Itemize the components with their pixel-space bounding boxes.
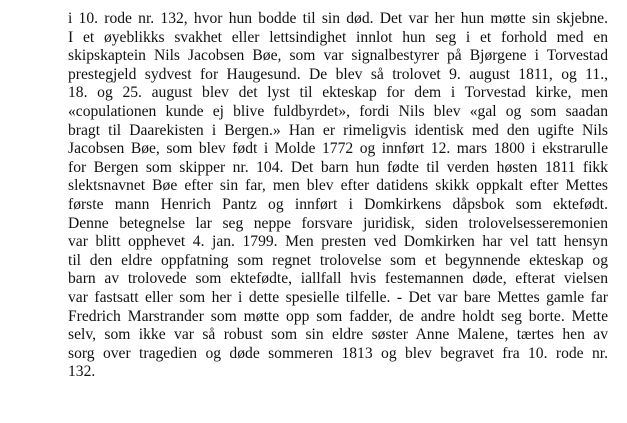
text-line-20: 132. xyxy=(68,363,96,381)
text-line-8: Jacobsen Bøe, som blev født i Molde 1772 og innført 12. mars 1800 i ekstrarulle xyxy=(68,140,608,158)
text-line-6: «copulationen kunde ej blive fuldbyrdet», fordi Nils blev «gal og som saadan xyxy=(68,102,608,120)
text-line-18: selv, som ikke var så robust som sin eldre søster Anne Malene, tærtes hen av xyxy=(68,326,608,344)
text-line-15: barn av trolovede som ektefødte, iallfall hvis festemannen døde, efterat vielsen xyxy=(68,270,608,288)
text-line-3: skipskaptein Nils Jacobsen Bøe, som var signalbestyrer på Bjørgene i Torvestad xyxy=(68,47,608,65)
text-line-2: I et øyeblikks svakhet eller lettsindighet innlot hun seg i et forhold med en xyxy=(68,28,608,46)
text-line-16: var fastsatt eller som her i dette spesielle tilfelle. - Det var bare Mettes gamle far xyxy=(68,288,608,306)
text-line-9: for Bergen som skipper nr. 104. Det barn hun fødte til verden høsten 1811 fikk xyxy=(68,158,608,176)
text-line-14: til den eldre oppfatning som regnet trolovelse som et begynnende ekteskap og xyxy=(68,251,608,269)
text-line-1: i 10. rode nr. 132, hvor hun bodde til sin død. Det var her hun møtte sin skjebne. xyxy=(68,10,608,27)
text-line-11: første mann Henrich Pantz og innført i Domkirkens dåpsbok som ektefødt. xyxy=(68,195,608,213)
text-line-7: bragt til Daarekisten i Bergen.» Han er rimeligvis identisk med den ugifte Nils xyxy=(68,121,608,139)
text-line-19: sorg over tragedien og døde sommeren 1813 og blev begravet fra 10. rode nr. xyxy=(68,344,608,362)
text-line-13: var blitt opphevet 4. jan. 1799. Men presten ved Domkirken har vel tatt hensyn xyxy=(68,233,608,251)
text-line-4: prestegjeld sydvest for Haugesund. De blev så trolovet 9. august 1811, og 11., xyxy=(68,65,608,83)
text-line-10: slektsnavnet Bøe efter sin far, men blev efter datidens skikk oppkalt efter Mettes xyxy=(68,177,608,195)
text-line-12: Denne betegnelse lar seg neppe forsvare juridisk, siden trolovelsesseremonien xyxy=(68,214,608,232)
body-paragraph xyxy=(68,10,608,382)
text-line-5: 18. og 25. august blev det lyst til ekteskap for dem i Torvestad kirke, men xyxy=(68,84,608,102)
text-line-17: Fredrich Marstrander som møtte opp som fadder, de andre holdt seg borte. Mette xyxy=(68,307,608,325)
